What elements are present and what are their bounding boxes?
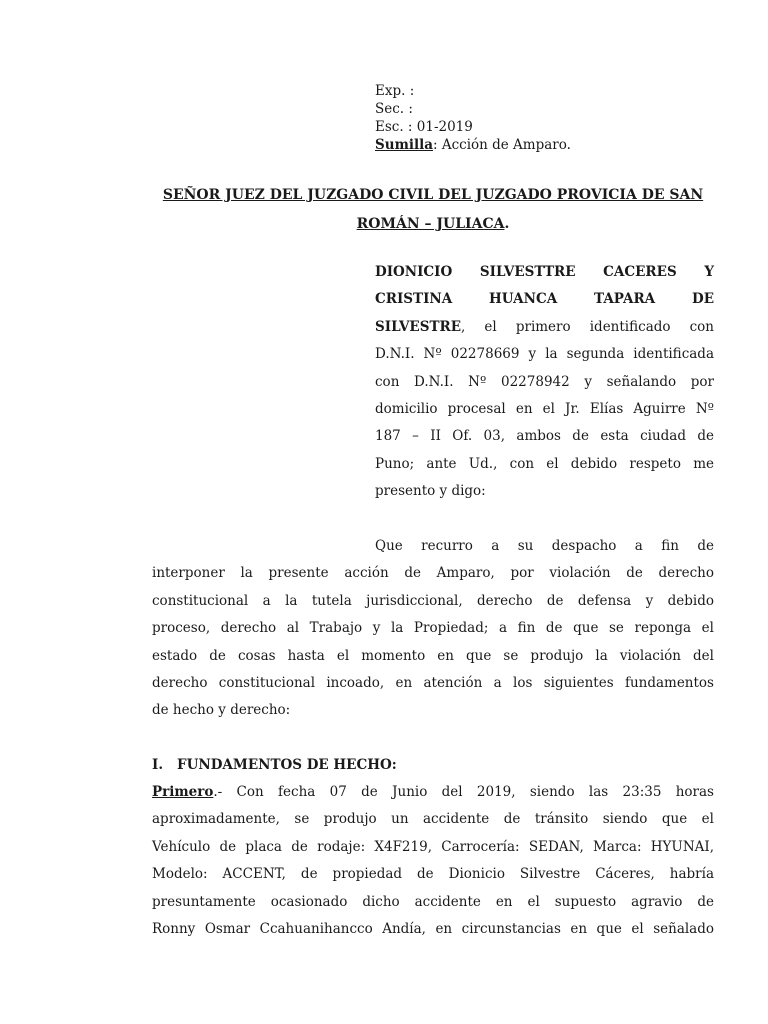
section-number: I. xyxy=(152,757,164,773)
party-line-4: D.N.I. Nº 02278669 y la segunda identificada xyxy=(375,346,714,363)
addressee-title xyxy=(140,181,726,239)
party-identification xyxy=(375,259,714,506)
primero-line-1 xyxy=(152,779,714,806)
party-line-7: 187 – II Of. 03, ambos de esta ciudad de xyxy=(375,428,714,445)
case-reference-block xyxy=(375,82,571,154)
expediente-line: Exp. : xyxy=(375,83,415,99)
primero-line-6: Ronny Osmar Ccahuanihancco Andía, en circunstancias en que el señalado xyxy=(152,920,714,937)
party-line-2: CRISTINA HUANCA TAPARA DE xyxy=(375,291,714,308)
party-line-5: con D.N.I. Nº 02278942 y señalando por xyxy=(375,373,714,390)
addressee-court-location: ROMÁN – JULIACA xyxy=(356,216,505,232)
intro-line-3: constitucional a la tutela jurisdiccional, derecho de defensa y debido xyxy=(152,592,714,609)
intro-line-7: de hecho y derecho: xyxy=(152,702,291,719)
section-title-text: FUNDAMENTOS DE HECHO: xyxy=(177,757,397,773)
primero-line-5: presuntamente ocasionado dicho accidente en el supuesto agravio de xyxy=(152,893,714,910)
secretario-line: Sec. : xyxy=(375,101,413,117)
intro-line-2: interponer la presente acción de Amparo, por violación de derecho xyxy=(152,565,714,582)
intro-line-6: derecho constitucional incoado, en atención a los siguientes fundamentos xyxy=(152,674,714,691)
addressee-title-line-2 xyxy=(140,210,726,239)
primero-line-3: Vehículo de placa de rodaje: X4F219, Carrocería: SEDAN, Marca: HYUNAI, xyxy=(152,838,714,855)
party-line-3-rest: , el primero identificado con xyxy=(461,318,714,335)
party-surname: SILVESTRE xyxy=(375,318,462,335)
party-line-6: domicilio procesal en el Jr. Elías Aguirre Nº xyxy=(375,400,714,417)
intro-paragraph xyxy=(152,533,714,725)
sumilla-line xyxy=(375,136,571,154)
section-heading-fundamentos xyxy=(152,754,397,776)
intro-line-4: proceso, derecho al Trabajo y la Propiedad; a fin de que se reponga el xyxy=(152,620,714,637)
party-line-1: DIONICIO SILVESTTRE CACERES Y xyxy=(375,264,714,280)
primero-paragraph xyxy=(152,779,714,943)
sumilla-label: Sumilla xyxy=(375,137,433,153)
primero-line-2: aproximadamente, se produjo un accidente de tránsito siendo que el xyxy=(152,811,714,828)
sumilla-value: : Acción de Amparo. xyxy=(432,137,571,153)
intro-line-5: estado de cosas hasta el momento en que se produjo la violación del xyxy=(152,647,714,664)
party-line-3 xyxy=(375,314,714,341)
primero-line-4: Modelo: ACCENT, de propiedad de Dionicio Silvestre Cáceres, habría xyxy=(152,866,714,883)
addressee-title-line-1: SEÑOR JUEZ DEL JUZGADO CIVIL DEL JUZGADO PROVICIA DE SAN xyxy=(162,187,704,203)
party-line-8: Puno; ante Ud., con el debido respeto me xyxy=(375,455,714,472)
intro-line-1: Que recurro a su despacho a fin de xyxy=(375,538,714,554)
primero-line-1-rest: .- Con fecha 07 de Junio del 2019, siendo las 23:35 horas xyxy=(213,784,714,800)
addressee-title-suffix: . xyxy=(504,216,510,232)
party-line-9: presento y digo: xyxy=(375,483,486,500)
escrito-line: Esc. : 01-2019 xyxy=(375,119,473,135)
primero-label: Primero xyxy=(152,784,214,800)
